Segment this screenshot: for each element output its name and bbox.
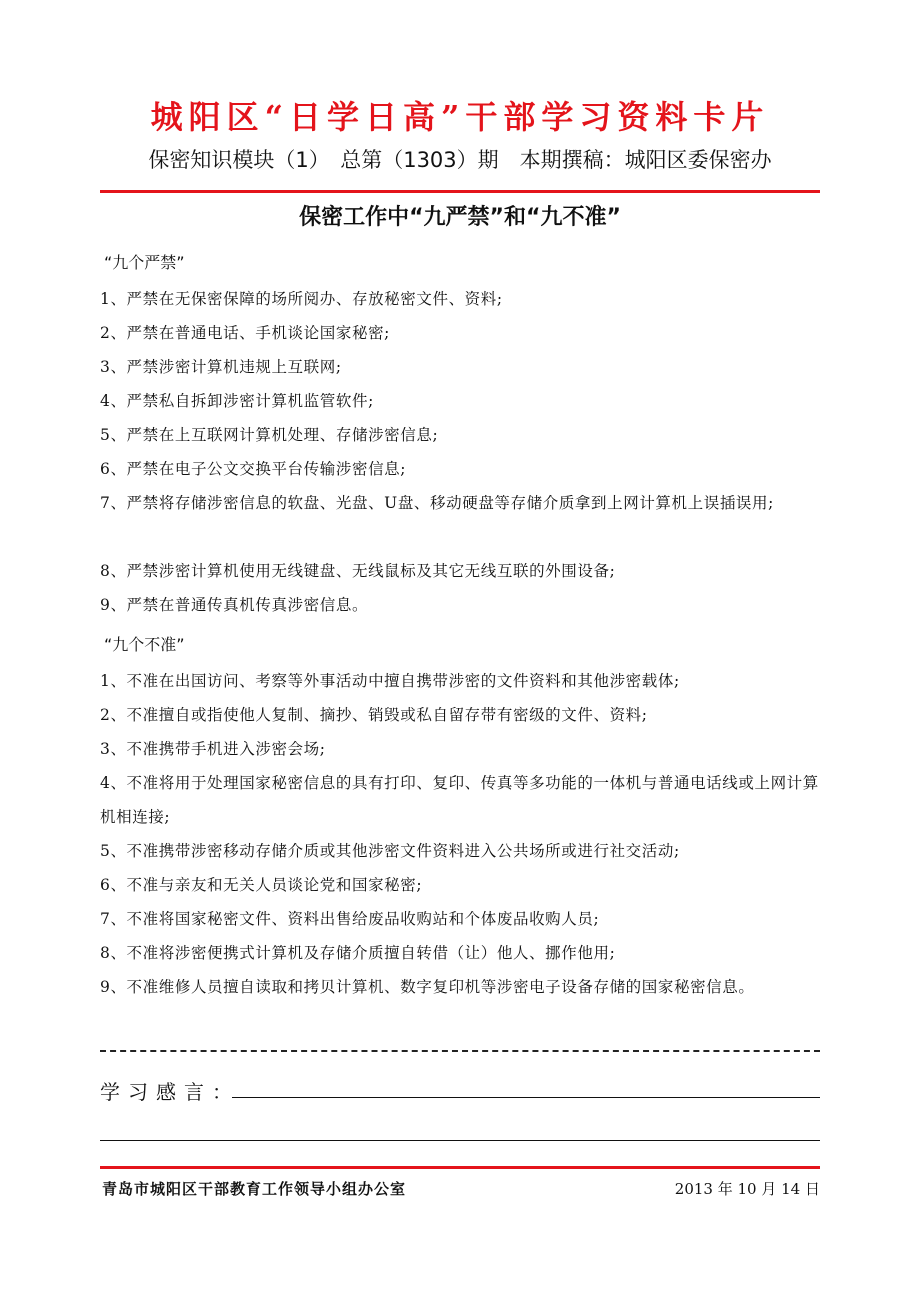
notes-line[interactable] — [100, 1140, 820, 1141]
list-item: 1、严禁在无保密保障的场所阅办、存放秘密文件、资料; — [100, 290, 503, 308]
list-item: 6、不准与亲友和无关人员谈论党和国家秘密; — [100, 876, 423, 894]
list-item: 9、不准维修人员擅自读取和拷贝计算机、数字复印机等涉密电子设备存储的国家秘密信息。 — [100, 978, 755, 996]
list-item: 1、不准在出国访问、考察等外事活动中擅自携带涉密的文件资料和其他涉密载体; — [100, 672, 680, 690]
list-item: 9、严禁在普通传真机传真涉密信息。 — [100, 596, 369, 614]
list-item: 8、严禁涉密计算机使用无线键盘、无线鼠标及其它无线互联的外围设备; — [100, 562, 616, 580]
list-item: 8、不准将涉密便携式计算机及存储介质擅自转借（让）他人、挪作他用; — [100, 944, 616, 962]
footer-organization: 青岛市城阳区干部教育工作领导小组办公室 — [102, 1180, 407, 1198]
list-item: 3、不准携带手机进入涉密会场; — [100, 740, 326, 758]
article-heading: 保密工作中“九严禁”和“九不准” — [299, 205, 621, 230]
list-item: 2、不准擅自或指使他人复制、摘抄、销毁或私自留存带有密级的文件、资料; — [100, 706, 648, 724]
list-item: 5、不准携带涉密移动存储介质或其他涉密文件资料进入公共场所或进行社交活动; — [100, 842, 680, 860]
list-item: 4、不准将用于处理国家秘密信息的具有打印、复印、传真等多功能的一体机与普通电话线或上网计算机相连接; — [100, 774, 819, 826]
section-label-prohibitions: “九个严禁” — [104, 253, 185, 272]
list-item: 5、严禁在上互联网计算机处理、存储涉密信息; — [100, 426, 439, 444]
card-title: 城阳区“日学日高”干部学习资料卡片 — [150, 98, 770, 136]
list-item: 2、严禁在普通电话、手机谈论国家秘密; — [100, 324, 390, 342]
notes-label: 学习感言： — [100, 1080, 240, 1104]
list-item: 3、严禁涉密计算机违规上互联网; — [100, 358, 342, 376]
list-item: 7、不准将国家秘密文件、资料出售给废品收购站和个体废品收购人员; — [100, 910, 600, 928]
list-item: 6、严禁在电子公文交换平台传输涉密信息; — [100, 460, 407, 478]
section-label-bans: “九个不准” — [104, 635, 185, 654]
footer-date: 2013 年 10 月 14 日 — [674, 1180, 820, 1198]
notes-line[interactable] — [232, 1097, 820, 1098]
header-divider — [100, 190, 820, 193]
footer-divider — [100, 1166, 820, 1169]
dashed-separator — [100, 1050, 820, 1052]
card-subtitle: 保密知识模块（1） 总第（1303）期 本期撰稿：城阳区委保密办 — [148, 148, 772, 172]
list-item: 4、严禁私自拆卸涉密计算机监管软件; — [100, 392, 374, 410]
list-item: 7、严禁将存储涉密信息的软盘、光盘、U盘、移动硬盘等存储介质拿到上网计算机上误插误用; — [100, 494, 774, 512]
